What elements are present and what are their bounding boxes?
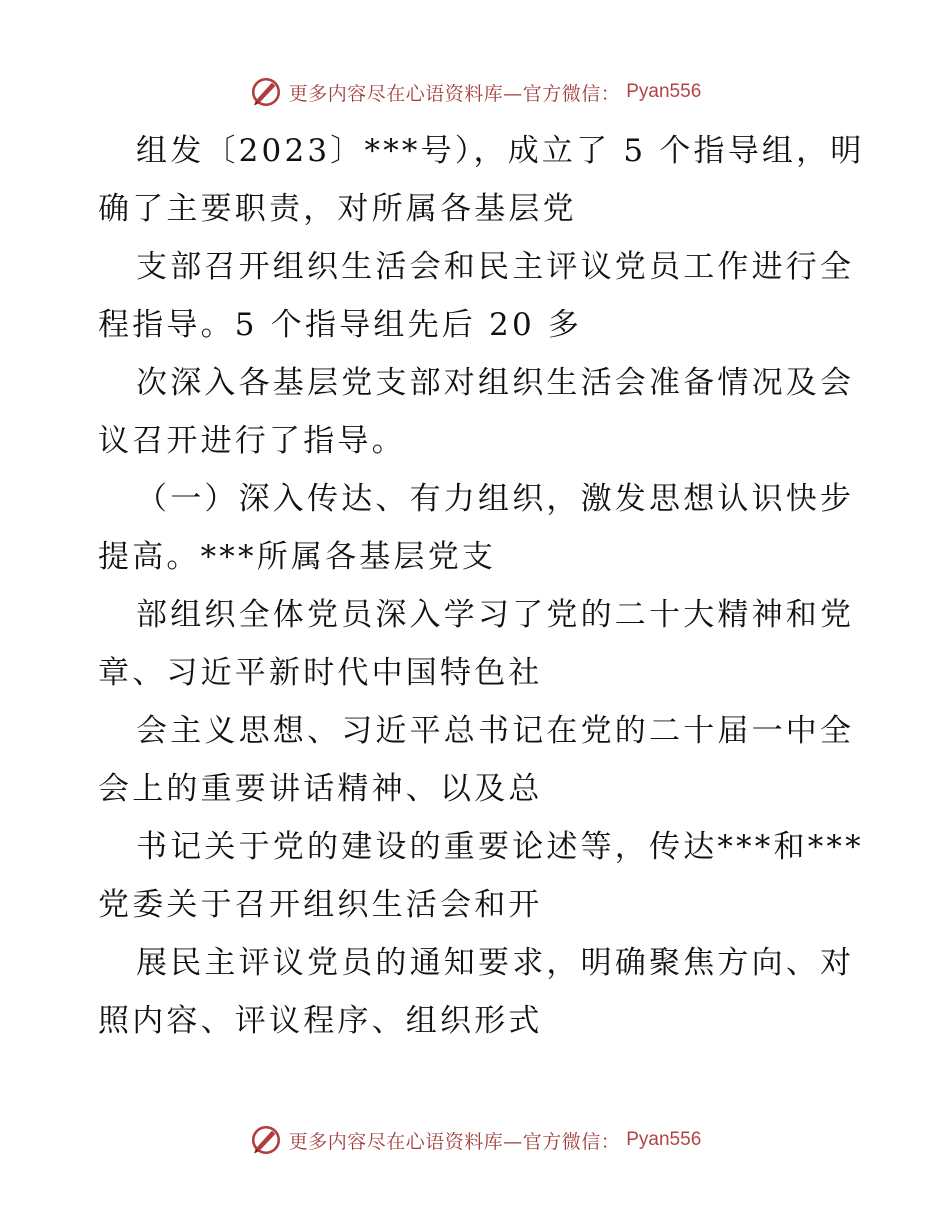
text-line: 程指导。5 个指导组先后 20 多 <box>98 307 583 343</box>
text-line: 部组织全体党员深入学习了党的二十大精神和党 <box>136 597 855 633</box>
text-line: 书记关于党的建设的重要论述等，传达***和*** <box>136 829 864 865</box>
watermark-header <box>0 72 950 112</box>
text-line: 提高。***所属各基层党支 <box>98 539 497 575</box>
text-line: 次深入各基层党支部对组织生活会准备情况及会 <box>136 365 855 401</box>
pen-circle-logo-icon <box>249 75 283 109</box>
text-line: 支部召开组织生活会和民主评议党员工作进行全 <box>136 249 855 285</box>
text-line: 确了主要职责，对所属各基层党 <box>98 191 577 227</box>
watermark-text: 更多内容尽在心语资料库—官方微信： <box>288 1130 621 1153</box>
pen-circle-logo-icon <box>249 1123 283 1157</box>
text-line: 党委关于召开组织生活会和开 <box>98 887 543 923</box>
document-body <box>98 122 865 1050</box>
text-line: 展民主评议党员的通知要求，明确聚焦方向、对 <box>136 945 855 981</box>
text-line: 会主义思想、习近平总书记在党的二十届一中全 <box>136 713 855 749</box>
watermark-footer <box>0 1120 950 1160</box>
text-line: 照内容、评议程序、组织形式 <box>98 1003 543 1039</box>
watermark-wechat-id: Pyan556 <box>626 1129 702 1150</box>
watermark-text: 更多内容尽在心语资料库—官方微信： <box>288 82 621 105</box>
text-line: 章、习近平新时代中国特色社 <box>98 655 543 691</box>
text-line: 组发〔2023〕***号），成立了 5 个指导组，明 <box>136 133 865 169</box>
watermark-wechat-id: Pyan556 <box>626 81 702 102</box>
text-line: 议召开进行了指导。 <box>98 423 406 459</box>
text-line: 会上的重要讲话精神、以及总 <box>98 771 543 807</box>
section-heading-line: （一）深入传达、有力组织，激发思想认识快步 <box>136 481 855 517</box>
